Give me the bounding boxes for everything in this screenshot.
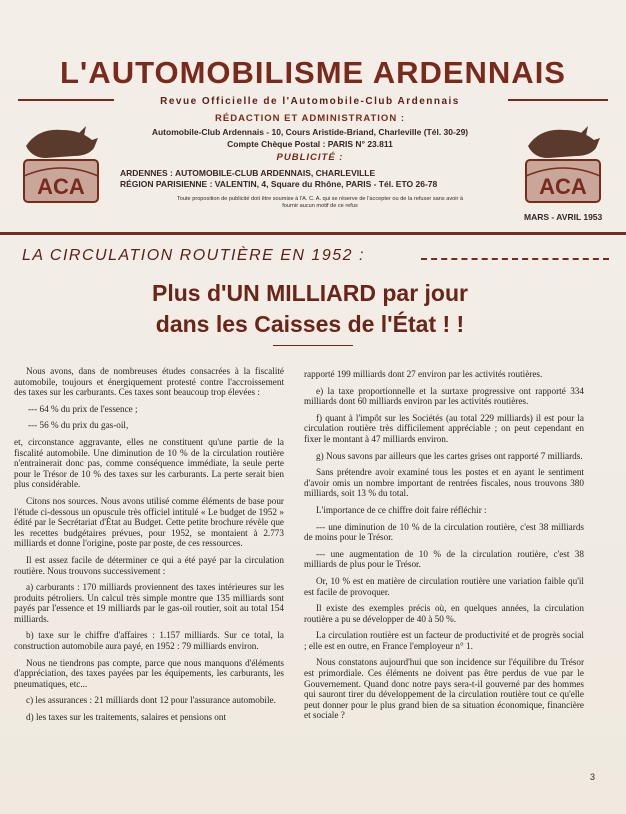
paragraph: --- 64 % du prix de l'essence ; — [28, 403, 138, 414]
paragraph: --- une diminution de 10 % de la circulation routière, c'est 38 milliards de moins pour le Trésor. — [304, 521, 584, 543]
masthead-rule-right — [508, 99, 608, 101]
paragraph: g) Nous savons par ailleurs que les cartes grises ont rapporté 7 milliards. — [316, 450, 583, 461]
masthead-title: L'AUTOMOBILISME ARDENNAIS — [60, 55, 566, 90]
paragraph: Il existe des exemples précis où, en quelques années, la circulation routière a pu se développer de 40 à 50 %. — [304, 603, 584, 624]
publicite-fine-print: Toute proposition de publicité doit être soumise à l'A. C. A. qui se réserve de l'accepter ou de la refuser sans avoir à fournir aucun motif de ce refus — [176, 196, 464, 209]
paragraph: Il est assez facile de déterminer ce qui a été payé par la circulation routière. Nous trouvons successivement : — [14, 554, 284, 576]
paragraph: Citons nos sources. Nous avons utilisé comme éléments de base pour l'étude ci-dessous un opuscule très officiel intitulé « Le budget de 1952 » édité par le Secrétariat d'État au Budget. Cette petite brochure révèle que les recettes budgétaires prévues, pour 1952, se montaient à 2.773 milliards et donne l'origine, poste par poste, de ces ressources. — [14, 495, 284, 549]
club-address: Automobile-Club Ardennais - 10, Cours Aristide-Briand, Charleville (Tél. 30-29) — [151, 127, 469, 137]
paragraph: c) les assurances : 21 milliards dont 12 pour l'assurance automobile. — [26, 695, 276, 706]
paragraph: --- 56 % du prix du gas-oil, — [28, 420, 129, 431]
paragraph: et, circonstance aggravante, elles ne constituent qu'une partie de la fiscalité automobile. Une diminution de 10 % de la circulation routière n'entrainerait donc pas, comme conséquence immédiate, la seule perte pour le Trésor de 10 % des taxes sur les carburants. La perte serait bien plus considérable. — [14, 436, 284, 490]
headline — [60, 278, 560, 340]
logo-text: ACA — [539, 174, 587, 199]
publicite-heading: PUBLICITÉ : — [276, 152, 344, 163]
paragraph: Nous constatons aujourd'hui que son incidence sur l'équilibre du Trésor est primordiale. Ces éléments ne doivent pas être perdus de vue par le Gouvernement. Quand donc notre pays sera-t-il gouverné par des hommes qui sauront tirer du développement de la circulation routière tout ce qu'elle peut donner pour le plus grand bien de sa situation économique, financière et sociale ? — [304, 657, 584, 721]
paragraph: L'importance de ce chiffre doit faire réfléchir : — [316, 504, 487, 515]
page-number: 3 — [590, 772, 596, 782]
aca-logo-right — [520, 116, 606, 208]
publicite-ardennes: ARDENNES : AUTOMOBILE-CLUB ARDENNAIS, CHARLEVILLE — [120, 168, 376, 178]
masthead-rule-left — [18, 99, 114, 101]
paragraph: La circulation routière est un facteur de productivité et de progrès social ; elle est en outre, en France l'employeur n° 1. — [304, 630, 584, 651]
paragraph: --- une augmentation de 10 % de la circulation routière, c'est 38 milliards de plus pour le Trésor. — [304, 548, 584, 570]
paragraph: b) taxe sur le chiffre d'affaires : 1.157 milliards. Sur ce total, la construction automobile aura payé, en 1952 : 79 milliards environ. — [14, 630, 284, 652]
paragraph: d) les taxes sur les traitements, salaires et pensions ont — [26, 712, 227, 723]
issue-date: MARS - AVRIL 1953 — [524, 212, 603, 222]
paragraph: f) quant à l'impôt sur les Sociétés (au total 229 milliards) il est pour la circulation routière très difficilement appréciable ; on peut cependant en fixer le montant à 47 milliards environ. — [304, 412, 584, 444]
left-column — [14, 366, 284, 729]
paragraph: Or, 10 % est en matière de circulation routière une variation faible qu'il est facile de provoquer. — [304, 575, 584, 597]
publicite-block — [120, 168, 500, 190]
section-title: LA CIRCULATION ROUTIÈRE EN 1952 : — [22, 247, 365, 264]
right-column — [304, 369, 584, 727]
headline-line-1: Plus d'UN MILLIARD par jour — [152, 280, 468, 306]
redaction-heading: RÉDACTION ET ADMINISTRATION : — [215, 113, 405, 124]
headline-line-2: dans les Caisses de l'État ! ! — [155, 311, 465, 337]
paragraph: rapporté 199 milliards dont 27 environ par les activités routières. — [304, 369, 543, 379]
publicite-paris: RÉGION PARISIENNE : VALENTIN, 4, Square du Rhône, PARIS - Tél. ETO 26-78 — [120, 179, 438, 189]
logo-text: ACA — [37, 174, 85, 199]
paragraph: e) la taxe proportionnelle et la surtaxe progressive ont rapporté 334 milliards dont 60 milliards environ par les activités routières. — [304, 385, 584, 407]
cheque-postal: Compte Chèque Postal : PARIS N° 23.811 — [227, 139, 393, 149]
header-divider — [0, 232, 626, 235]
boar-emblem-icon — [520, 116, 606, 208]
paragraph: Nous ne tiendrons pas compte, parce que nous manquons d'éléments d'appréciation, des taxes payées par les équipements, les carburants, les pneumatiques, etc... — [14, 657, 284, 689]
headline-rule — [273, 345, 353, 346]
section-dash-rule — [421, 258, 609, 260]
aca-logo-left — [18, 116, 104, 208]
paragraph: Sans prétendre avoir examiné tous les postes et en ayant le sentiment d'avoir omis un nombre important de rentrées fiscales, nous trouvons 380 milliards, soit 13 % du total. — [304, 467, 584, 499]
paragraph: a) carburants : 170 milliards proviennent des taxes intérieures sur les produits pétroliers. Un calcul très simple montre que 135 milliards sont payés par l'essence et 19 milliards par le gas-oil routier, soit au total 154 milliards. — [14, 582, 284, 624]
boar-emblem-icon — [18, 116, 104, 208]
revue-subtitle: Revue Officielle de l'Automobile-Club Ardennais — [160, 96, 460, 107]
paragraph: Nous avons, dans de nombreuses études consacrées à la fiscalité automobile, toujours et énergiquement protesté contre l'accroissement des taxes sur les carburants. Ces taxes sont beaucoup trop élevées : — [14, 366, 284, 398]
